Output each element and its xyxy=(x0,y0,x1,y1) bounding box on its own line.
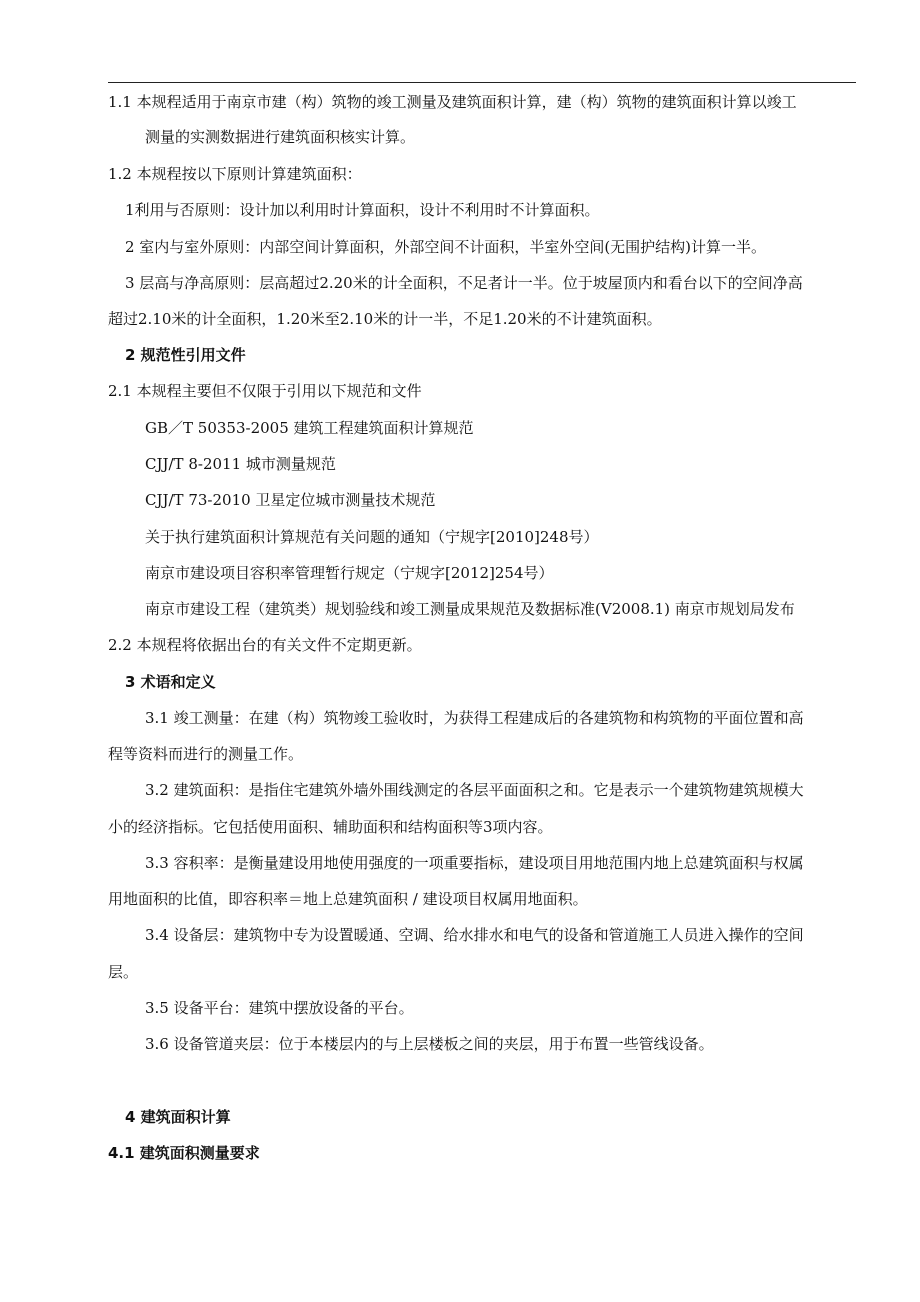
clause-1-2: 1.2 本规程按以下原则计算建筑面积： xyxy=(108,165,362,183)
clause-1-1-line-2: 测量的实测数据进行建筑面积核实计算。 xyxy=(145,128,416,146)
definition-3-5: 3.5 设备平台：建筑中摆放设备的平台。 xyxy=(145,999,414,1017)
principle-2: 2 室内与室外原则：内部空间计算面积，外部空间不计面积，半室外空间(无围护结构)计算一半。 xyxy=(125,238,767,256)
reference-6: 南京市建设工程（建筑类）规划验线和竣工测量成果规范及数据标准(V2008.1) 南京市规划局发布 xyxy=(145,600,795,618)
definition-3-3-line-1: 3.3 容积率：是衡量建设用地使用强度的一项重要指标，建设项目用地范围内地上总建筑面积与权属 xyxy=(145,854,804,872)
definition-3-1-line-2: 程等资料而进行的测量工作。 xyxy=(108,745,304,763)
definition-3-3-line-2: 用地面积的比值，即容积率＝地上总建筑面积 / 建设项目权属用地面积。 xyxy=(108,890,588,908)
definition-3-6: 3.6 设备管道夹层：位于本楼层内的与上层楼板之间的夹层，用于布置一些管线设备。 xyxy=(145,1035,714,1053)
definition-3-2-line-1: 3.2 建筑面积：是指住宅建筑外墙外围线测定的各层平面面积之和。它是表示一个建筑物建筑规模大 xyxy=(145,781,804,799)
definition-3-4-line-2: 层。 xyxy=(108,963,139,981)
clause-1-1-line-1: 1.1 本规程适用于南京市建（构）筑物的竣工测量及建筑面积计算，建（构）筑物的建筑面积计算以竣工 xyxy=(108,93,797,111)
clause-2-2: 2.2 本规程将依据出台的有关文件不定期更新。 xyxy=(108,636,422,654)
definition-3-4-line-1: 3.4 设备层：建筑物中专为设置暖通、空调、给水排水和电气的设备和管道施工人员进入操作的空间 xyxy=(145,926,804,944)
reference-5: 南京市建设项目容积率管理暂行规定（宁规字[2012]254号） xyxy=(145,564,554,582)
header-rule xyxy=(108,82,856,83)
section-4-1-heading: 4.1 建筑面积测量要求 xyxy=(108,1144,260,1162)
section-2-heading: 2 规范性引用文件 xyxy=(125,346,246,364)
section-3-heading: 3 术语和定义 xyxy=(125,673,216,691)
reference-3: CJJ/T 73-2010 卫星定位城市测量技术规范 xyxy=(145,491,436,509)
reference-1: GB／T 50353-2005 建筑工程建筑面积计算规范 xyxy=(145,419,474,437)
principle-3-line-2: 超过2.10米的计全面积，1.20米至2.10米的计一半，不足1.20米的不计建筑面积。 xyxy=(108,310,662,328)
definition-3-2-line-2: 小的经济指标。它包括使用面积、辅助面积和结构面积等3项内容。 xyxy=(108,818,553,836)
clause-2-1: 2.1 本规程主要但不仅限于引用以下规范和文件 xyxy=(108,382,422,400)
reference-2: CJJ/T 8-2011 城市测量规范 xyxy=(145,455,336,473)
section-4-heading: 4 建筑面积计算 xyxy=(125,1108,231,1126)
definition-3-1-line-1: 3.1 竣工测量：在建（构）筑物竣工验收时，为获得工程建成后的各建筑物和构筑物的平面位置和高 xyxy=(145,709,804,727)
principle-1: 1利用与否原则：设计加以利用时计算面积，设计不利用时不计算面积。 xyxy=(125,201,600,219)
reference-4: 关于执行建筑面积计算规范有关问题的通知（宁规字[2010]248号） xyxy=(145,528,599,546)
principle-3-line-1: 3 层高与净高原则：层高超过2.20米的计全面积，不足者计一半。位于坡屋顶内和看台以下的空间净高 xyxy=(125,274,803,292)
